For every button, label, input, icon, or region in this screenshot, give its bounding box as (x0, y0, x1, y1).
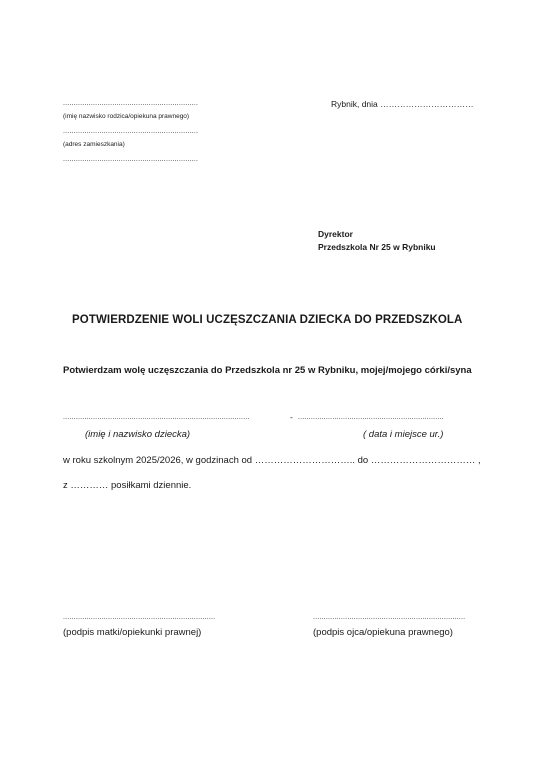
mother-signature-line: ....................................................................... (63, 614, 216, 621)
birth-label: ( data i miejsce ur.) (363, 429, 444, 440)
address-label: (adres zamieszkania) (63, 141, 125, 148)
meals-per-day: z ………… posiłkami dziennie. (63, 480, 192, 491)
statement: Potwierdzam wolę uczęszczania do Przedszkola nr 25 w Rybniku, mojej/mojego córki/syna (63, 365, 472, 376)
place-date: Rybnik, dnia …………………………… (331, 99, 474, 109)
mother-signature-label: (podpis matki/opiekunki prawnej) (63, 627, 202, 638)
recipient-title: Dyrektor (318, 229, 353, 239)
recipient-institution: Przedszkola Nr 25 w Rybniku (318, 242, 436, 252)
child-name-label: (imię i nazwisko dziecka) (85, 429, 191, 440)
child-name-line: ....................................................................................... (63, 414, 250, 421)
father-signature-line: ....................................................................... (313, 614, 466, 621)
address-line-1: ............................................................... (63, 128, 199, 135)
father-signature-label: (podpis ojca/opiekuna prawnego) (313, 627, 453, 638)
parent-name-line: ............................................................... (63, 100, 199, 107)
birth-line: .................................................................... (298, 414, 444, 421)
child-separator: - (290, 412, 293, 422)
parent-name-label: (imię nazwisko rodzica/opiekuna prawnego) (63, 113, 190, 120)
school-year-hours: w roku szkolnym 2025/2026, w godzinach od ………………………….. do …………………………… , (63, 455, 481, 466)
page-title: POTWIERDZENIE WOLI UCZĘSZCZANIA DZIECKA DO PRZEDSZKOLA (72, 314, 463, 326)
address-line-2: ............................................................... (63, 156, 199, 163)
